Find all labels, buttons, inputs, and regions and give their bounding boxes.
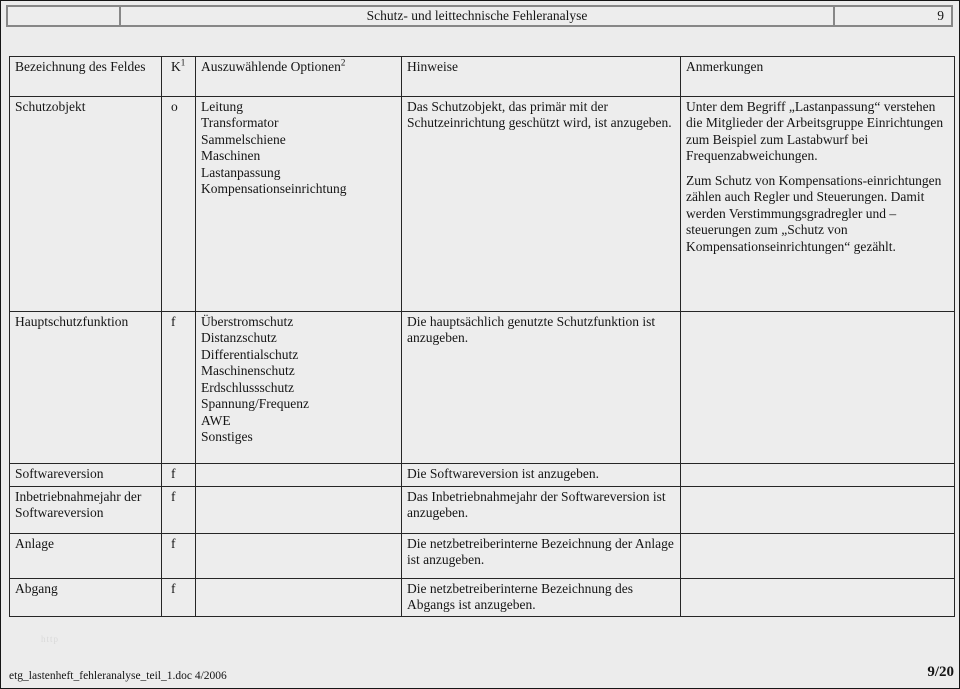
k-cell: f bbox=[162, 579, 196, 617]
hinweise-cell: Die hauptsächlich genutzte Schutzfunktion ist anzugeben. bbox=[402, 312, 681, 464]
option-item: Leitung bbox=[201, 99, 243, 114]
option-item: Maschinenschutz bbox=[201, 363, 295, 379]
anmerkungen-cell bbox=[681, 487, 955, 534]
header-anmerkungen: Anmerkungen bbox=[681, 57, 955, 97]
field-cell: Hauptschutzfunktion bbox=[10, 312, 162, 464]
table-header-row bbox=[10, 57, 955, 97]
field-cell: Schutzobjekt bbox=[10, 97, 162, 312]
options-cell bbox=[196, 97, 402, 312]
header-field: Bezeichnung des Feldes bbox=[10, 57, 162, 97]
anmerkungen-cell bbox=[681, 464, 955, 487]
header-empty-cell bbox=[8, 7, 121, 25]
field-cell: Abgang bbox=[10, 579, 162, 617]
table-row bbox=[10, 534, 955, 579]
option-item: Lastanpassung bbox=[201, 164, 281, 180]
field-cell: Inbetriebnahmejahr der Softwareversion bbox=[10, 487, 162, 534]
header-k-label: K bbox=[171, 59, 181, 74]
footer-page-number: 9/20 bbox=[927, 664, 954, 680]
header-options-label: Auszuwählende Optionen bbox=[201, 59, 341, 74]
option-item: Erdschlussschutz bbox=[201, 379, 294, 395]
field-cell: Anlage bbox=[10, 534, 162, 579]
option-item: Sonstiges bbox=[201, 429, 253, 445]
option-item: Sammelschiene bbox=[201, 131, 286, 147]
anmerkung-paragraph: Zum Schutz von Kompensations-einrichtungen zählen auch Regler und Steuerungen. Damit werden Verstimmungsgradregler und – steuerungen zum „Schutz von Kompensationseinrichtungen“ gezählt. bbox=[686, 172, 942, 254]
anmerkungen-cell bbox=[681, 312, 955, 464]
page-title: Schutz- und leittechnische Fehleranalyse bbox=[121, 7, 835, 25]
k-cell: f bbox=[162, 312, 196, 464]
k-cell: f bbox=[162, 487, 196, 534]
table-row bbox=[10, 579, 955, 617]
options-cell bbox=[196, 464, 402, 487]
header-hinweise: Hinweise bbox=[402, 57, 681, 97]
watermark-text: http bbox=[41, 634, 60, 644]
options-cell bbox=[196, 534, 402, 579]
running-header bbox=[6, 5, 953, 27]
hinweise-cell: Die netzbetreiberinterne Bezeichnung des Abgangs ist anzugeben. bbox=[402, 579, 681, 617]
option-item: Distanzschutz bbox=[201, 330, 277, 346]
option-item: AWE bbox=[201, 412, 231, 428]
footer-filename: etg_lastenheft_fehleranalyse_teil_1.doc 4/2006 bbox=[9, 670, 227, 682]
table-row bbox=[10, 487, 955, 534]
options-cell bbox=[196, 579, 402, 617]
table-row bbox=[10, 312, 955, 464]
header-options-footnote: 2 bbox=[340, 57, 346, 68]
option-item: Transformator bbox=[201, 115, 279, 131]
option-item: Überstromschutz bbox=[201, 314, 294, 329]
option-item: Spannung/Frequenz bbox=[201, 396, 309, 412]
header-k bbox=[162, 57, 196, 97]
hinweise-cell: Die netzbetreiberinterne Bezeichnung der Anlage ist anzugeben. bbox=[402, 534, 681, 579]
k-cell: f bbox=[162, 534, 196, 579]
anmerkungen-cell bbox=[681, 97, 955, 312]
table-row bbox=[10, 464, 955, 487]
main-table-container bbox=[9, 56, 955, 617]
hinweise-cell: Das Inbetriebnahmejahr der Softwareversion ist anzugeben. bbox=[402, 487, 681, 534]
header-k-footnote: 1 bbox=[180, 57, 186, 68]
main-table bbox=[9, 56, 955, 617]
option-item: Maschinen bbox=[201, 148, 261, 164]
option-item: Kompensationseinrichtung bbox=[201, 181, 347, 197]
option-item: Differentialschutz bbox=[201, 346, 299, 362]
options-cell bbox=[196, 487, 402, 534]
header-options bbox=[196, 57, 402, 97]
anmerkungen-cell bbox=[681, 534, 955, 579]
options-cell bbox=[196, 312, 402, 464]
hinweise-cell: Die Softwareversion ist anzugeben. bbox=[402, 464, 681, 487]
field-cell: Softwareversion bbox=[10, 464, 162, 487]
chapter-number-cell: 9 bbox=[937, 8, 944, 23]
table-row bbox=[10, 97, 955, 312]
hinweise-cell: Das Schutzobjekt, das primär mit der Schutzeinrichtung geschützt wird, ist anzugeben. bbox=[402, 97, 681, 312]
anmerkungen-cell bbox=[681, 579, 955, 617]
k-cell: f bbox=[162, 464, 196, 487]
anmerkung-paragraph: Unter dem Begriff „Lastanpassung“ verstehen die Mitglieder der Arbeitsgruppe Einrichtungen zum Beispiel zum Lastabwurf bei Frequenzabweichungen. bbox=[686, 99, 944, 164]
k-cell: o bbox=[162, 97, 196, 312]
